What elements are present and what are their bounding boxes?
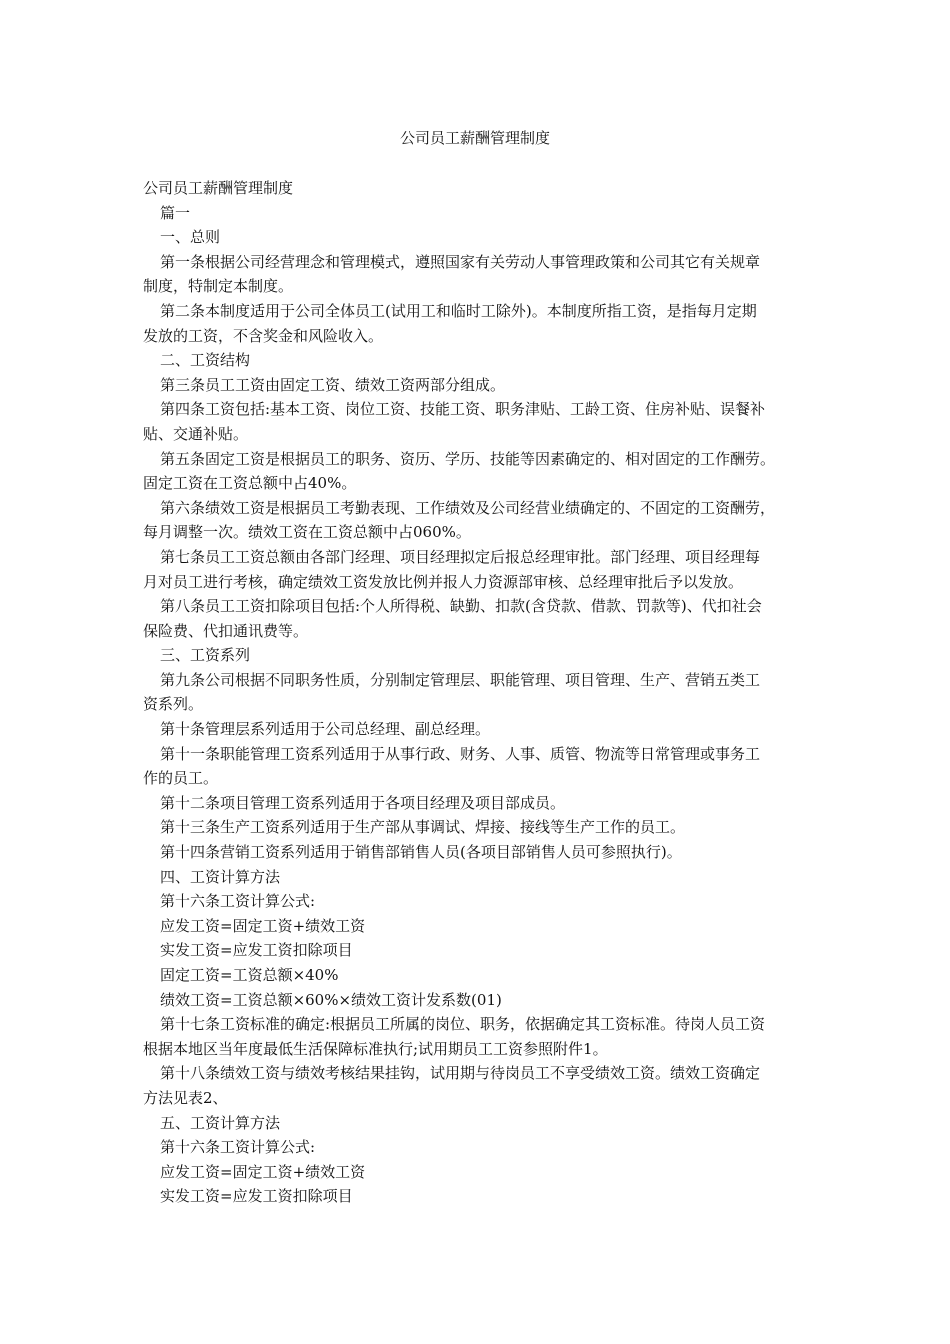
document-line: 作的员工。 — [143, 769, 219, 788]
document-line: 第十四条营销工资系列适用于销售部销售人员(各项目部销售人员可参照执行)。 — [160, 843, 682, 862]
document-line: 三、工资系列 — [160, 646, 251, 665]
document-line: 第七条员工工资总额由各部门经理、项目经理拟定后报总经理审批。部门经理、项目经理每 — [160, 547, 761, 566]
document-line: 第五条固定工资是根据员工的职务、资历、学历、技能等因素确定的、相对固定的工作酬劳。 — [160, 449, 776, 468]
document-line: 篇一 — [160, 203, 191, 222]
document-line: 第二条本制度适用于公司全体员工(试用工和临时工除外)。本制度所指工资，是指每月定期 — [160, 301, 757, 320]
document-line: 第三条员工工资由固定工资、绩效工资两部分组成。 — [160, 375, 506, 394]
document-line: 月对员工进行考核，确定绩效工资发放比例并报人力资源部审核、总经理审批后予以发放。 — [143, 572, 744, 591]
document-line: 保险费、代扣通讯费等。 — [143, 621, 309, 640]
document-line: 实发工资=应发工资扣除项目 — [160, 1187, 353, 1206]
document-line: 一、总则 — [160, 228, 221, 247]
document-line: 实发工资=应发工资扣除项目 — [160, 941, 353, 960]
document-body — [143, 176, 808, 1209]
document-line: 贴、交通补贴。 — [143, 424, 249, 443]
document-line: 第九条公司根据不同职务性质，分别制定管理层、职能管理、项目管理、生产、营销五类工 — [160, 670, 761, 689]
document-line: 第十七条工资标准的确定:根据员工所属的岗位、职务，依据确定其工资标准。待岗人员工资 — [160, 1015, 766, 1034]
document-line: 制度，特制定本制度。 — [143, 277, 294, 296]
document-line: 公司员工薪酬管理制度 — [143, 179, 294, 197]
document-line: 第十八条绩效工资与绩效考核结果挂钩，试用期与待岗员工不享受绩效工资。绩效工资确定 — [160, 1064, 761, 1083]
document-line: 第十六条工资计算公式: — [160, 1138, 316, 1157]
document-line: 应发工资=固定工资+绩效工资 — [160, 1162, 366, 1181]
document-line: 二、工资结构 — [160, 351, 251, 370]
document-line: 第八条员工工资扣除项目包括:个人所得税、缺勤、扣款(含贷款、借款、罚款等)、代扣社会 — [160, 597, 762, 616]
document-line: 第六条绩效工资是根据员工考勤表现、工作绩效及公司经营业绩确定的、不固定的工资酬劳， — [160, 498, 776, 517]
document-line: 第一条根据公司经营理念和管理模式，遵照国家有关劳动人事管理政策和公司其它有关规章 — [160, 252, 761, 271]
document-line: 第四条工资包括:基本工资、岗位工资、技能工资、职务津贴、工龄工资、住房补贴、误餐补 — [160, 400, 766, 419]
document-line: 第十二条项目管理工资系列适用于各项目经理及项目部成员。 — [160, 793, 566, 812]
document-line: 绩效工资=工资总额×60%×绩效工资计发系数(01) — [160, 990, 502, 1009]
document-line: 根据本地区当年度最低生活保障标准执行;试用期员工工资参照附件1。 — [143, 1039, 608, 1058]
document-line: 第十条管理层系列适用于公司总经理、副总经理。 — [160, 720, 491, 739]
document-line: 固定工资=工资总额×40% — [160, 966, 339, 984]
document-line: 第十一条职能管理工资系列适用于从事行政、财务、人事、质管、物流等日常管理或事务工 — [160, 744, 761, 763]
document-line: 固定工资在工资总额中占40%。 — [143, 474, 357, 493]
document-line: 发放的工资，不含奖金和风险收入。 — [143, 326, 384, 345]
document-line: 第十六条工资计算公式: — [160, 892, 316, 911]
document-line: 应发工资=固定工资+绩效工资 — [160, 916, 366, 935]
document-line: 资系列。 — [143, 695, 204, 714]
document-line: 四、工资计算方法 — [160, 867, 281, 886]
document-line: 每月调整一次。绩效工资在工资总额中占060%。 — [143, 523, 471, 542]
document-line: 方法见表2、 — [143, 1088, 228, 1107]
document-line: 五、工资计算方法 — [160, 1113, 281, 1132]
document-line: 第十三条生产工资系列适用于生产部从事调试、焊接、接线等生产工作的员工。 — [160, 818, 686, 837]
document-title: 公司员工薪酬管理制度 — [399, 129, 550, 147]
